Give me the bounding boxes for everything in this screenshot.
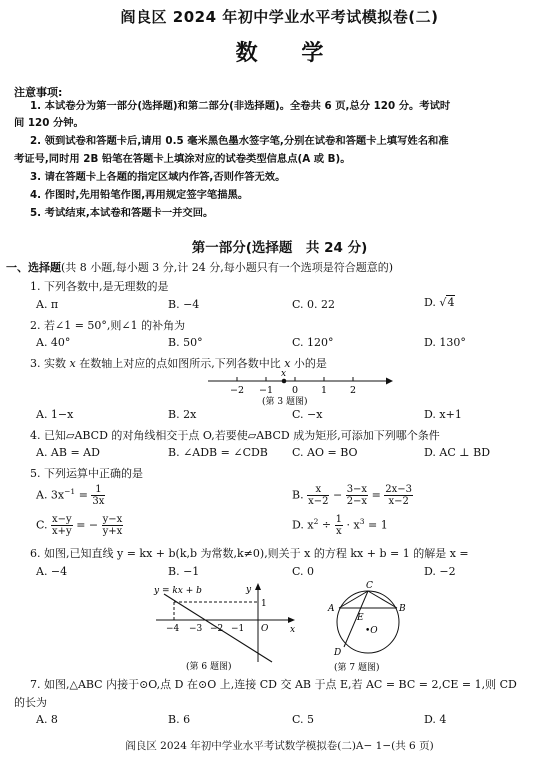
- question-5-stem: 5. 下列运算中正确的是: [30, 467, 143, 480]
- note-line-5: 3. 请在答题卡上各题的指定区域内作答,否则作答无效。: [30, 171, 286, 183]
- q5b-num-2: 3−x: [346, 484, 368, 495]
- q5a-denominator: 3x: [92, 496, 105, 507]
- q1-option-b: B. −4: [168, 298, 200, 311]
- q3-option-c: C. −x: [292, 408, 323, 421]
- fig6-x-tick-neg1: −1: [231, 624, 245, 634]
- fig6-x-tick-neg3: −3: [189, 624, 203, 634]
- q5b-prefix: B.: [292, 488, 308, 502]
- figure-7-circle: [322, 578, 422, 676]
- tick-label-0: 0: [292, 385, 299, 396]
- fig6-x-label: x: [290, 625, 296, 635]
- q6-option-d: D. −2: [424, 565, 456, 578]
- fig7-chord-ac: [339, 591, 368, 608]
- note-line-6: 4. 作图时,先用铅笔作图,再用规定签字笔描黑。: [30, 189, 249, 201]
- fig6-origin: O: [261, 624, 269, 634]
- q6-option-b: B. −1: [168, 565, 200, 578]
- number-line-figure: [200, 366, 400, 406]
- q5-option-a: [36, 484, 105, 507]
- q1-radicand: 4: [447, 296, 455, 309]
- q1-option-c: C. 0. 22: [292, 298, 336, 311]
- q4-option-c: C. AO = BO: [292, 446, 358, 459]
- q5c-num-1: x−y: [52, 514, 72, 525]
- exam-title: 阎良区 2024 年初中学业水平考试模拟卷(二): [120, 8, 439, 26]
- note-line-1: 1. 本试卷分为第一部分(选择题)和第二部分(非选择题)。全卷共 6 页,总分 120 分。考试时: [30, 100, 451, 112]
- fig7-chord-cd: [344, 591, 368, 647]
- q5d-exponent-2: 3: [359, 516, 365, 526]
- q5b-minus: −: [329, 488, 346, 502]
- fig6-x-arrow: [288, 617, 295, 623]
- fig7-label-o: •O: [365, 626, 378, 636]
- fig7-label-c: C: [366, 581, 373, 591]
- q7-option-c: C. 5: [292, 713, 315, 726]
- q5a-numerator: 1: [91, 484, 105, 496]
- q5b-fraction-1: [307, 484, 329, 507]
- subject-title: 数 学: [235, 41, 342, 66]
- q5c-den-2: y+x: [102, 526, 123, 537]
- fig6-line-label: y = kx + b: [154, 586, 202, 596]
- q3-option-d: D. x+1: [424, 408, 462, 421]
- q5c-fraction-1: [51, 514, 73, 537]
- fig6-y-tick-1: 1: [261, 599, 267, 609]
- q6-option-a: A. −4: [36, 565, 68, 578]
- note-line-3: 2. 领到试卷和答题卡后,请用 0.5 毫米黑色墨水签字笔,分别在试卷和答题卡上填写姓名和准: [30, 135, 449, 147]
- point-x-marker: [282, 379, 287, 384]
- q3-option-b: B. 2x: [168, 408, 197, 421]
- q1-option-a: A. π: [36, 298, 59, 311]
- q5d-multiply: · x: [343, 518, 360, 532]
- question-7-stem-line-1: 7. 如图,△ABC 内接于⊙O,点 D 在⊙O 上,连接 CD 交 AB 于点 E,若 AC = BC = 2,CE = 1,则 CD: [30, 678, 517, 691]
- q7-option-a: A. 8: [36, 713, 58, 726]
- q4-option-b: B. ∠ADB = ∠CDB: [168, 446, 268, 459]
- q6-option-c: C. 0: [292, 565, 315, 578]
- figure-7-caption: (第 7 题图): [334, 663, 380, 673]
- fig7-circle-o: [337, 591, 399, 653]
- number-line-ticks: [237, 377, 353, 381]
- question-2-stem: 2. 若∠1 = 50°,则∠1 的补角为: [30, 319, 186, 332]
- q5a-base: A. 3x: [36, 488, 65, 502]
- q1-option-d-prefix: D.: [424, 296, 440, 309]
- q3-stem-mid: 在数轴上对应的点如图所示,下列各数中比: [75, 357, 285, 370]
- figure-3-caption: (第 3 题图): [262, 397, 308, 406]
- q5b-fraction-2: [346, 484, 368, 507]
- q2-option-d: D. 130°: [424, 336, 466, 349]
- q3-stem-post: 小的是: [290, 357, 327, 370]
- fig6-x-tick-neg2: −2: [210, 624, 224, 634]
- page-footer: 阎良区 2024 年初中学业水平考试数学模拟卷(二)A− 1−(共 6 页): [125, 740, 434, 752]
- q3-stem-pre: 3. 实数: [30, 357, 70, 370]
- fig7-chord-bc: [368, 591, 397, 608]
- section-desc: (共 8 小题,每小题 3 分,计 24 分,每小题只有一个选项是符合题意的): [61, 261, 394, 274]
- q3-option-a: A. 1−x: [36, 408, 74, 421]
- note-line-4: 考证号,同时用 2B 铅笔在答题卡上填涂对应的试卷类型信息点(A 或 B)。: [14, 153, 351, 165]
- q5a-exponent: −1: [64, 486, 76, 496]
- q2-option-c: C. 120°: [292, 336, 334, 349]
- q5-option-c: [36, 514, 123, 537]
- fig7-label-b: B: [399, 604, 406, 614]
- point-x-label: x: [281, 369, 287, 379]
- q2-option-b: B. 50°: [168, 336, 203, 349]
- fig7-label-d: D: [334, 648, 342, 658]
- q5b-equals: =: [368, 488, 385, 502]
- tick-label-neg2: −2: [230, 385, 245, 396]
- q2-option-a: A. 40°: [36, 336, 71, 349]
- q5b-den-3: x−2: [388, 496, 409, 507]
- q4-option-a: A. AB = AD: [36, 446, 100, 459]
- tick-label-neg1: −1: [259, 385, 274, 396]
- q5c-fraction-2: [102, 514, 124, 537]
- q5a-equals: =: [75, 488, 92, 502]
- tick-label-2: 2: [350, 385, 357, 396]
- fig7-label-a: A: [328, 604, 335, 614]
- figure-6-caption: (第 6 题图): [186, 662, 232, 672]
- fig6-y-arrow: [255, 583, 261, 590]
- fig6-y-label: y: [246, 585, 252, 595]
- q5b-num-1: x: [307, 484, 329, 496]
- q5c-num-2: y−x: [102, 514, 123, 525]
- q7-option-b: B. 6: [168, 713, 191, 726]
- section-label: 一、选择题: [6, 261, 61, 274]
- question-4-stem: 4. 已知▱ABCD 的对角线相交于点 O,若要使▱ABCD 成为矩形,可添加下列哪个条件: [30, 429, 440, 442]
- figure-6-graph: [150, 582, 300, 672]
- q5c-den-1: x+y: [52, 526, 72, 537]
- part-one-title: 第一部分(选择题 共 24 分): [191, 240, 368, 256]
- q5d-numerator: 1: [335, 514, 342, 525]
- q3-var-2: x: [284, 357, 291, 370]
- q5a-fraction: [91, 484, 105, 507]
- q5d-exponent: 2: [313, 516, 319, 526]
- question-7-stem-line-2: 的长为: [14, 696, 47, 709]
- q5c-prefix: C.: [36, 518, 52, 532]
- q5d-base: D. x: [292, 518, 314, 532]
- q5d-fraction: [335, 514, 343, 537]
- note-line-7: 5. 考试结束,本试卷和答题卡一并交回。: [30, 207, 214, 219]
- q4-option-d: D. AC ⊥ BD: [424, 446, 491, 459]
- q5b-fraction-3: [384, 484, 413, 507]
- number-line-arrow: [386, 378, 393, 385]
- q5d-equals: = 1: [364, 518, 388, 532]
- tick-label-1: 1: [321, 385, 328, 396]
- question-6-stem: 6. 如图,已知直线 y = kx + b(k,b 为常数,k≠0),则关于 x 的方程 kx + b = 1 的解是 x =: [30, 547, 469, 560]
- sqrt-symbol: √: [439, 296, 447, 309]
- q5-option-b: [292, 484, 413, 507]
- q5b-den-1: x−2: [308, 496, 329, 507]
- fig7-label-e: E: [357, 613, 364, 623]
- note-line-2: 间 120 分钟。: [14, 117, 84, 129]
- fig6-x-tick-neg4: −4: [166, 624, 180, 634]
- question-1-stem: 1. 下列各数中,是无理数的是: [30, 280, 169, 293]
- q1-option-d: [424, 296, 455, 309]
- q5d-divide: ÷: [318, 518, 335, 532]
- section-heading: [6, 259, 393, 275]
- notes-heading: 注意事项:: [14, 86, 63, 99]
- q5b-den-2: 2−x: [346, 496, 368, 507]
- q5b-num-3: 2x−3: [385, 484, 413, 495]
- q3-var: x: [69, 357, 76, 370]
- q7-option-d: D. 4: [424, 713, 447, 726]
- q5c-equals: = −: [72, 518, 102, 532]
- q5-option-d: [292, 514, 388, 537]
- q5d-denominator: x: [335, 526, 342, 537]
